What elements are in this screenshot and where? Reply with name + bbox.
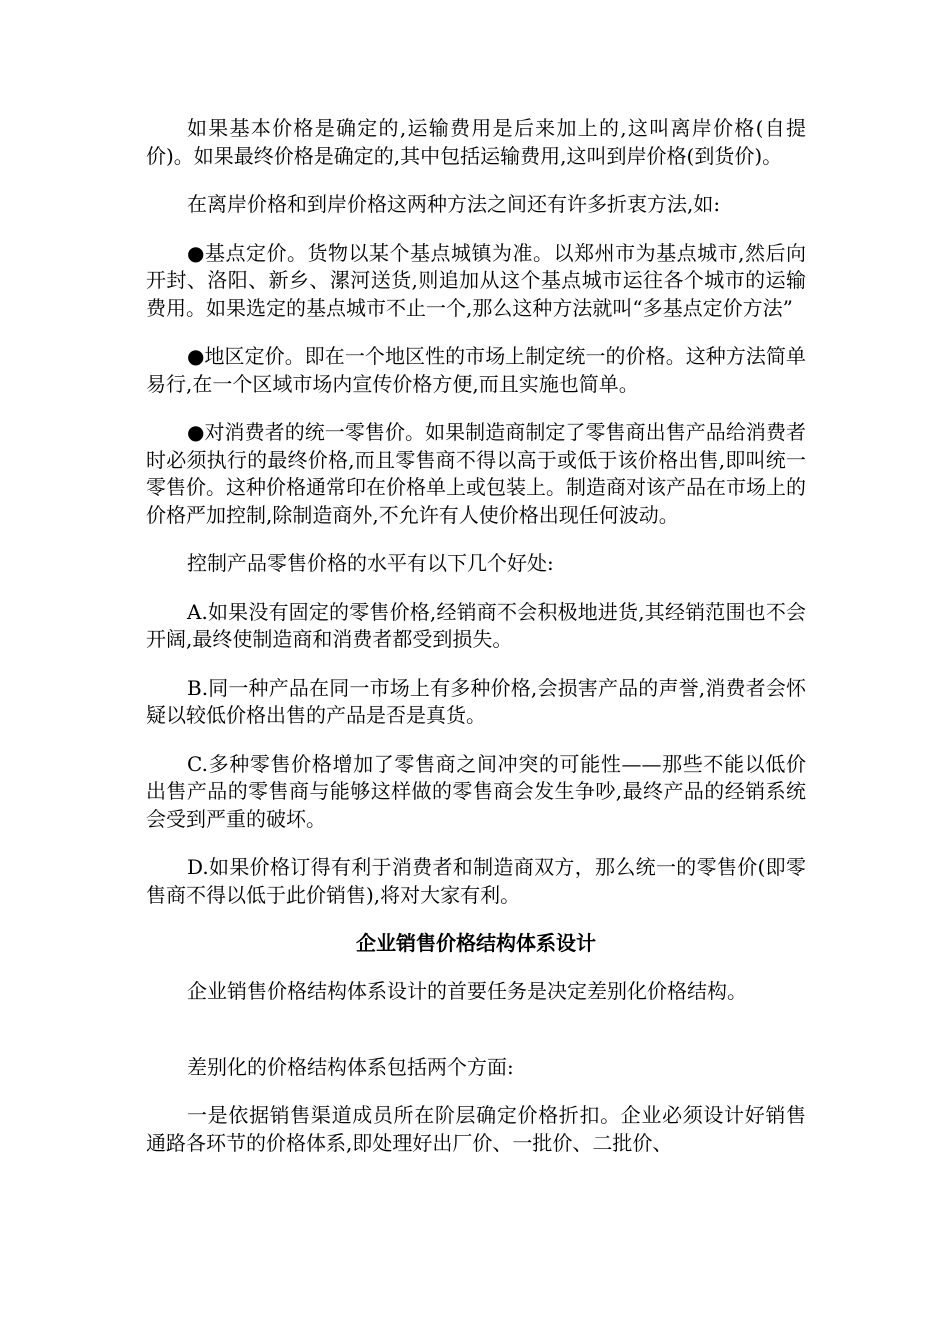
paragraph-basing-point: ●基点定价。货物以某个基点城镇为准。以郑州市为基点城市,然后向开封、洛阳、新乡、漯河送货,则追加从这个基点城市运往各个城市的运输费用。如果选定的基点城市不止一个,那么这种方法就叫“多基点定价方法” [146,240,806,320]
paragraph-compromise-methods: 在离岸价格和到岸价格这两种方法之间还有许多折衷方法,如: [187,192,721,216]
paragraph-benefits-intro: 控制产品零售价格的水平有以下几个好处: [187,551,554,575]
section-heading: 企业销售价格结构体系设计 [356,931,596,955]
paragraph-benefit-b: B.同一种产品在同一市场上有多种价格,会损害产品的声誉,消费者会怀疑以较低价格出售的产品是否是真货。 [146,675,806,727]
paragraph-benefit-a: A.如果没有固定的零售价格,经销商不会积极地进货,其经销范围也不会开阔,最终使制造商和消费者都受到损失。 [146,599,806,651]
paragraph-benefit-d: D.如果价格订得有利于消费者和制造商双方，那么统一的零售价(即零售商不得以低于此价销售),将对大家有利。 [146,855,806,907]
paragraph-aspect-one: 一是依据销售渠道成员所在阶层确定价格折扣。企业必须设计好销售通路各环节的价格体系,即处理好出厂价、一批价、二批价、 [146,1103,806,1155]
document-page [146,115,806,1178]
paragraph-fob-cif: 如果基本价格是确定的,运输费用是后来加上的,这叫离岸价格(自提价)。如果最终价格是确定的,其中包括运输费用,这叫到岸价格(到货价)。 [146,116,806,168]
paragraph-zone-pricing: ●地区定价。即在一个地区性的市场上制定统一的价格。这种方法简单易行,在一个区域市场内宣传价格方便,而且实施也简单。 [146,344,806,396]
paragraph-uniform-retail: ●对消费者的统一零售价。如果制造商制定了零售商出售产品给消费者时必须执行的最终价格,而且零售商不得以高于或低于该价格出售,即叫统一零售价。这种价格通常印在价格单上或包装上。制造商对该产品在市场上的价格严加控制,除制造商外,不允许有人使价格出现任何波动。 [146,420,806,527]
paragraph-two-aspects: 差别化的价格结构体系包括两个方面: [187,1054,514,1079]
paragraph-benefit-c: C.多种零售价格增加了零售商之间冲突的可能性——那些不能以低价出售产品的零售商与能够这样做的零售商会发生争吵,最终产品的经销系统会受到严重的破坏。 [146,751,806,831]
paragraph-primary-task: 企业销售价格结构体系设计的首要任务是决定差别化价格结构。 [187,979,747,1003]
